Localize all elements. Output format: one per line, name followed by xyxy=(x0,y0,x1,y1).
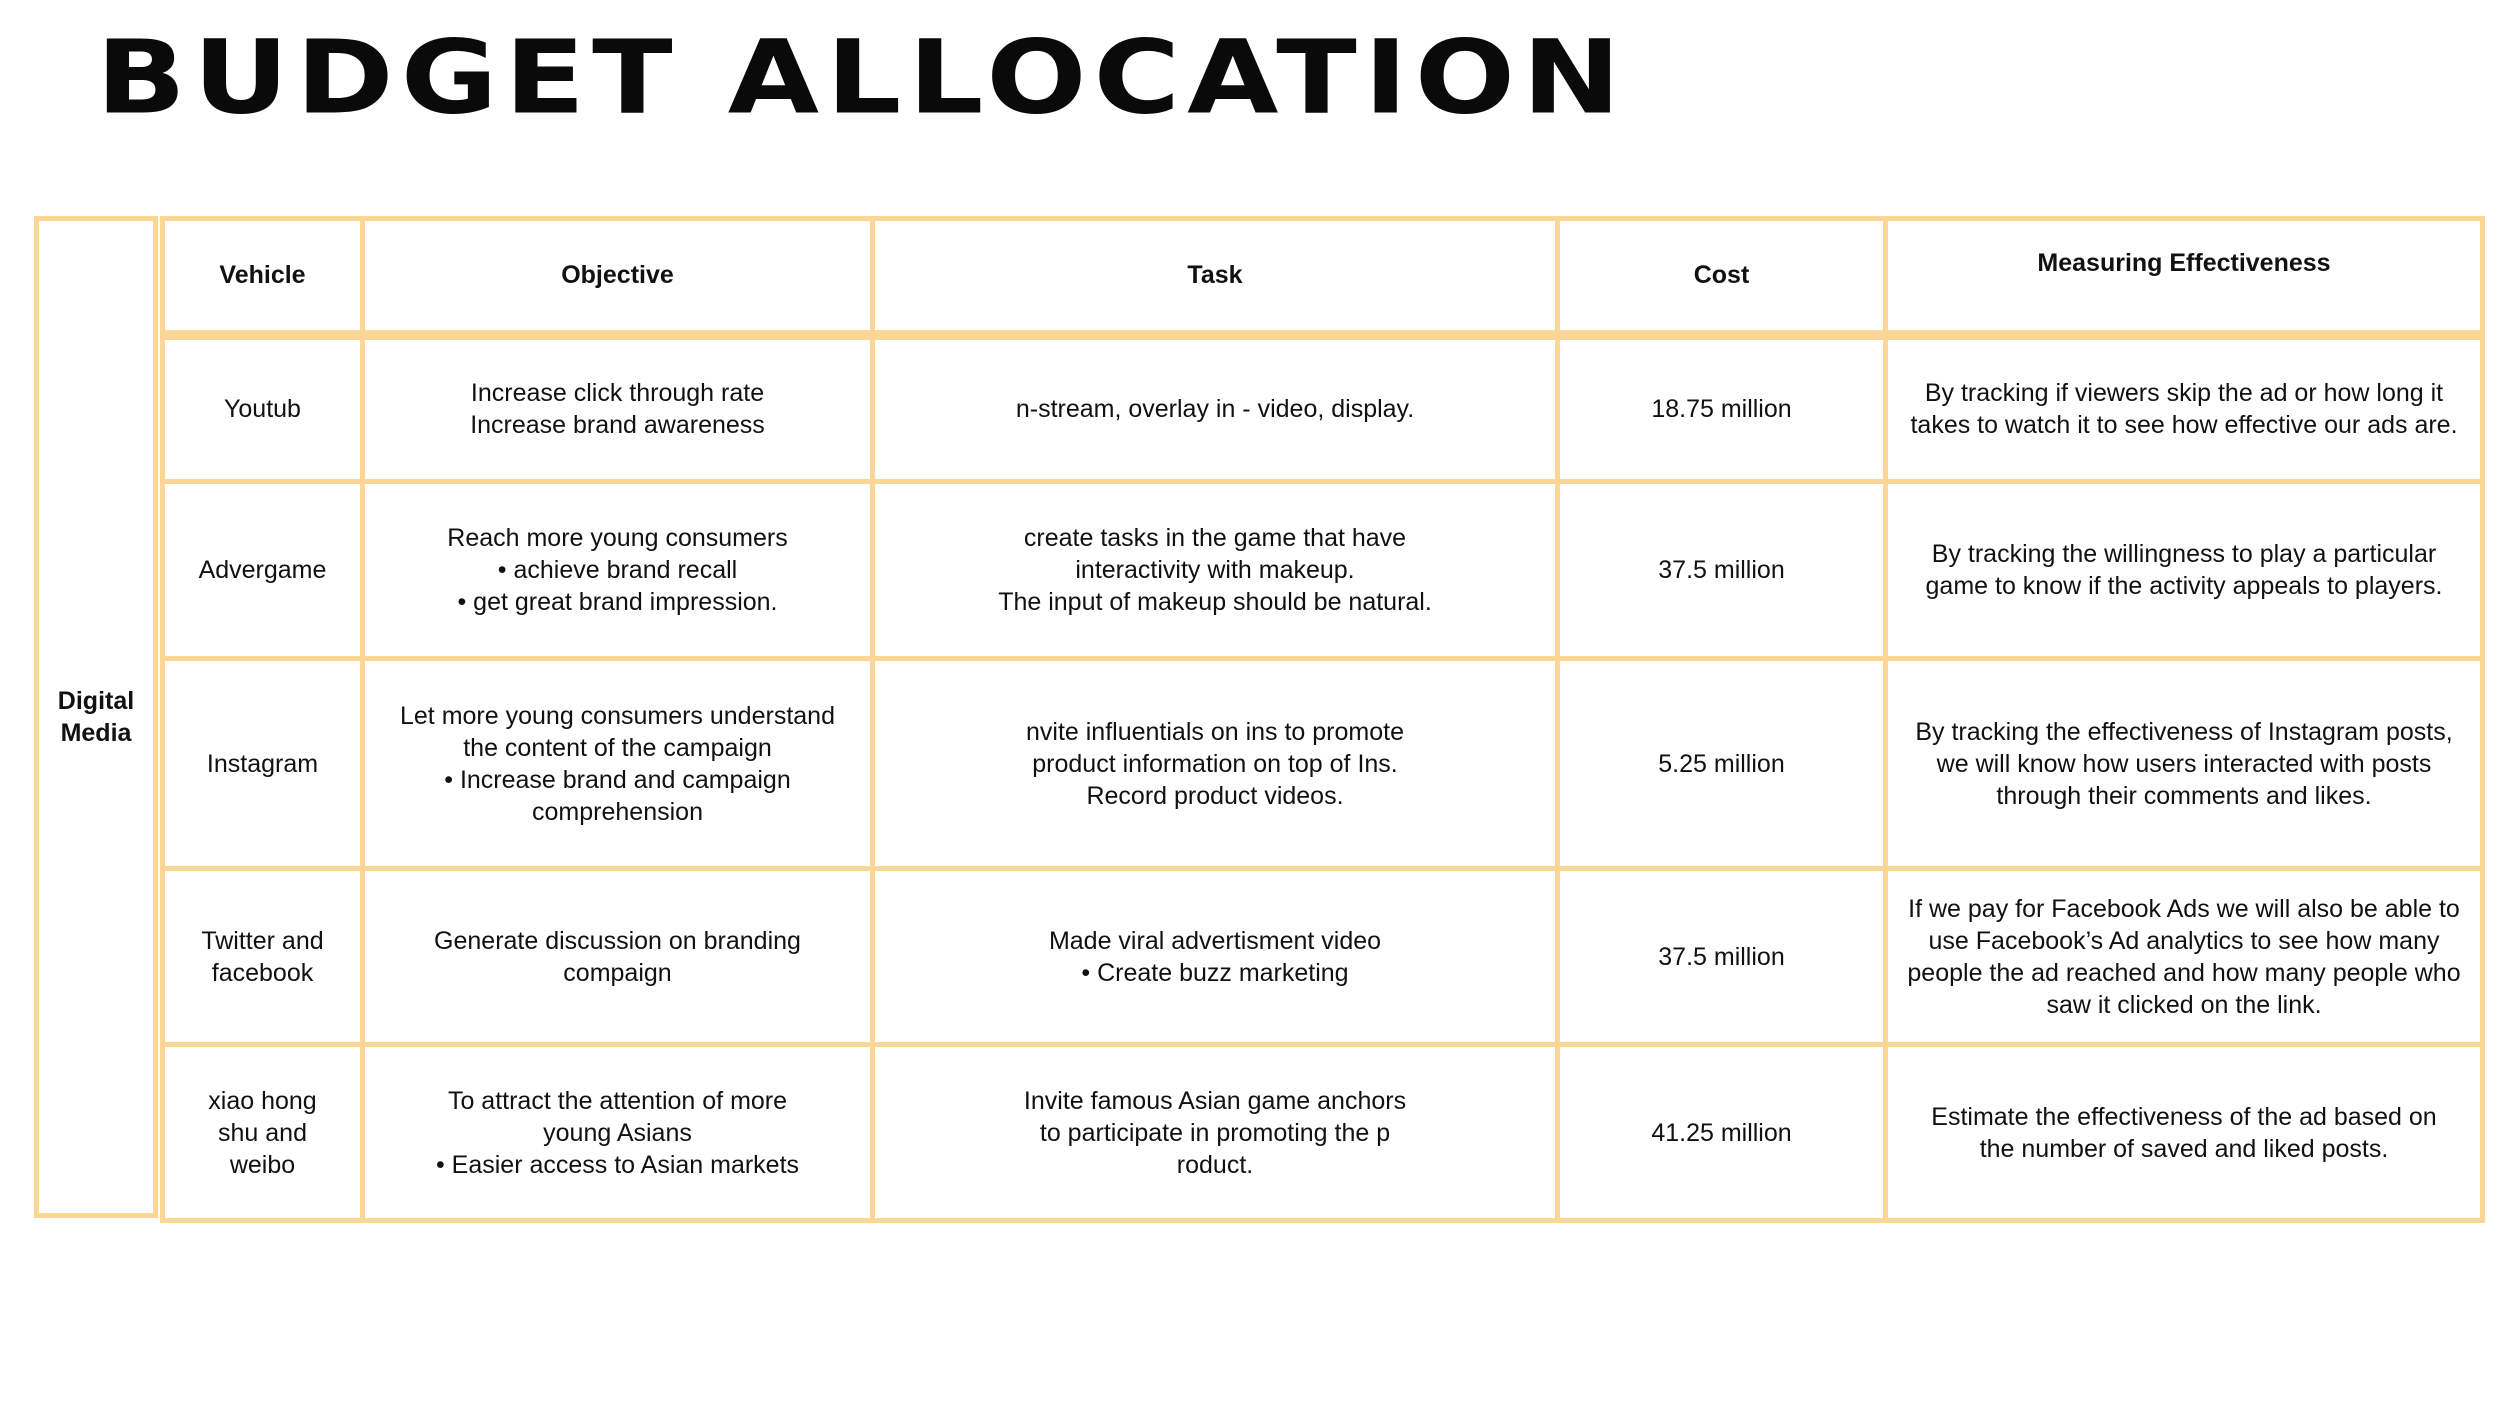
task-cell: nvite influentials on ins to promote product information on top of Ins. Record product videos. xyxy=(873,659,1558,869)
effectiveness-cell: By tracking the effectiveness of Instagram posts, we will know how users interacted with posts through their comments and likes. xyxy=(1886,659,2483,869)
budget-table xyxy=(160,216,2485,1223)
task-cell: Invite famous Asian game anchors to participate in promoting the p roduct. xyxy=(873,1045,1558,1221)
objective-cell: Reach more young consumers • achieve brand recall • get great brand impression. xyxy=(363,482,873,659)
column-header-task: Task xyxy=(873,219,1558,335)
column-header-vehicle: Vehicle xyxy=(163,219,363,335)
table-row xyxy=(163,1045,2483,1221)
cost-cell: 37.5 million xyxy=(1558,482,1886,659)
table-row xyxy=(163,335,2483,482)
cost-cell: 18.75 million xyxy=(1558,335,1886,482)
effectiveness-cell: Estimate the effectiveness of the ad based on the number of saved and liked posts. xyxy=(1886,1045,2483,1221)
vehicle-cell: Youtub xyxy=(163,335,363,482)
cost-cell: 5.25 million xyxy=(1558,659,1886,869)
vehicle-cell: Advergame xyxy=(163,482,363,659)
effectiveness-cell: By tracking if viewers skip the ad or how long it takes to watch it to see how effective our ads are. xyxy=(1886,335,2483,482)
table-row xyxy=(163,659,2483,869)
cost-cell: 41.25 million xyxy=(1558,1045,1886,1221)
task-cell: n-stream, overlay in - video, display. xyxy=(873,335,1558,482)
column-header-cost: Cost xyxy=(1558,219,1886,335)
table-header-row xyxy=(163,219,2483,335)
task-cell: create tasks in the game that have interactivity with makeup. The input of makeup should be natural. xyxy=(873,482,1558,659)
effectiveness-cell: By tracking the willingness to play a particular game to know if the activity appeals to players. xyxy=(1886,482,2483,659)
page-title: BUDGET ALLOCATION xyxy=(96,17,1628,137)
table-row xyxy=(163,482,2483,659)
effectiveness-cell: If we pay for Facebook Ads we will also be able to use Facebook’s Ad analytics to see how many people the ad reached and how many people who saw it clicked on the link. xyxy=(1886,869,2483,1045)
task-cell: Made viral advertisment video • Create buzz marketing xyxy=(873,869,1558,1045)
cost-cell: 37.5 million xyxy=(1558,869,1886,1045)
objective-cell: To attract the attention of more young Asians • Easier access to Asian markets xyxy=(363,1045,873,1221)
table-row xyxy=(163,869,2483,1045)
vehicle-cell: Twitter and facebook xyxy=(163,869,363,1045)
column-header-objective: Objective xyxy=(363,219,873,335)
objective-cell: Generate discussion on branding compaign xyxy=(363,869,873,1045)
column-header-effectiveness: Measuring Effectiveness xyxy=(1886,219,2483,335)
vehicle-cell: Instagram xyxy=(163,659,363,869)
category-cell-digital-media: Digital Media xyxy=(34,216,158,1218)
vehicle-cell: xiao hong shu and weibo xyxy=(163,1045,363,1221)
objective-cell: Let more young consumers understand the content of the campaign • Increase brand and campaign comprehension xyxy=(363,659,873,869)
objective-cell: Increase click through rate Increase brand awareness xyxy=(363,335,873,482)
